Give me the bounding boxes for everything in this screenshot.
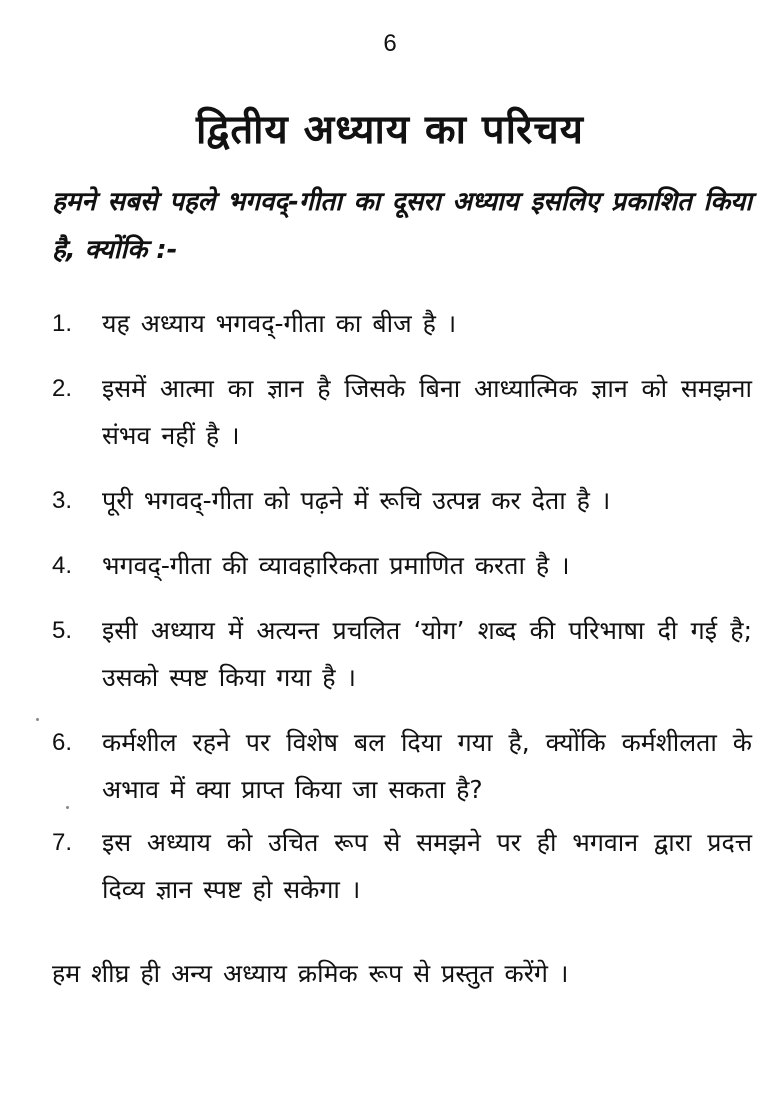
list-item <box>52 719 752 813</box>
item-text: इसमें आत्मा का ज्ञान है जिसके बिना आध्यात्मिक ज्ञान को समझना संभव नहीं है । <box>102 374 752 450</box>
item-number: 6. <box>52 729 73 756</box>
page-title: द्वितीय अध्याय का परिचय <box>196 107 584 153</box>
list-item <box>52 819 752 913</box>
scan-speck <box>36 718 39 721</box>
item-number: 7. <box>52 829 73 856</box>
item-text: पूरी भगवद्-गीता को पढ़ने में रूचि उत्पन्न कर देता है । <box>102 486 611 515</box>
reasons-list <box>52 300 752 931</box>
scan-speck <box>66 806 69 809</box>
closing-paragraph: हम शीघ्र ही अन्य अध्याय क्रमिक रूप से प्रस्तुत करेंगे । <box>52 959 569 988</box>
page-number: 6 <box>383 30 397 57</box>
item-text: भगवद्-गीता की व्यावहारिकता प्रमाणित करता है । <box>102 551 570 580</box>
intro-paragraph: हमने सबसे पहले भगवद्-गीता का दूसरा अध्याय इसलिए प्रकाशित किया है, क्योंकि :- <box>52 187 752 265</box>
item-number: 3. <box>52 487 73 514</box>
list-item <box>52 477 752 524</box>
item-text: इस अध्याय को उचित रूप से समझने पर ही भगवान द्वारा प्रदत्त दिव्य ज्ञान स्पष्ट हो सकेगा । <box>102 828 752 904</box>
item-number: 4. <box>52 552 73 579</box>
item-text: इसी अध्याय में अत्यन्त प्रचलित ‘योग’ शब्द की परिभाषा दी गई है; उसको स्पष्ट किया गया है । <box>102 616 752 692</box>
list-item <box>52 300 752 347</box>
item-text: कर्मशील रहने पर विशेष बल दिया गया है, क्योंकि कर्मशीलता के अभाव में क्या प्राप्त किया जा सकता है? <box>102 728 752 804</box>
item-number: 1. <box>52 310 73 337</box>
list-item <box>52 542 752 589</box>
list-item <box>52 365 752 459</box>
item-text: यह अध्याय भगवद्-गीता का बीज है । <box>102 309 457 338</box>
item-number: 2. <box>52 375 73 402</box>
list-item <box>52 607 752 701</box>
item-number: 5. <box>52 617 73 644</box>
